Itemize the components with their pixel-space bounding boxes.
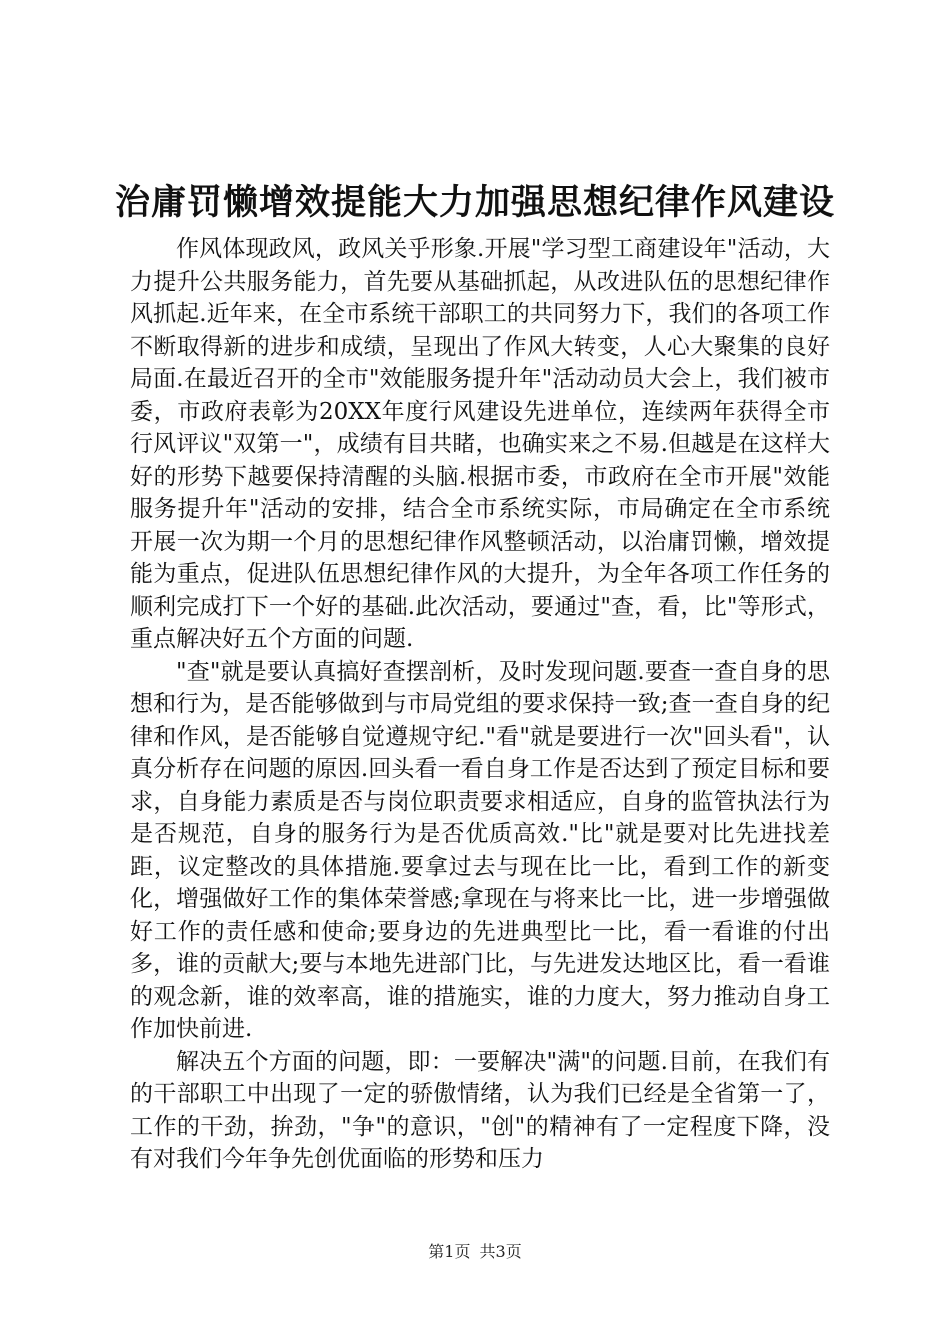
document-title: 治庸罚懒增效提能大力加强思想纪律作风建设 <box>114 183 835 223</box>
paragraph-3: 解决五个方面的问题，即：一要解决"满"的问题.目前，在我们有的干部职工中出现了一定的骄傲情绪，认为我们已经是全省第一了，工作的干劲，拚劲，"争"的意识，"创"的精神有了一定程度下降，没有对我们今年争先创优面临的形势和压力 <box>130 1048 830 1172</box>
page-number: 第1页 <box>428 1242 471 1261</box>
page-footer <box>0 1241 950 1263</box>
paragraph-1: 作风体现政风，政风关乎形象.开展"学习型工商建设年"活动，大力提升公共服务能力，首先要从基础抓起，从改进队伍的思想纪律作风抓起.近年来，在全市系统干部职工的共同努力下，我们的各项工作不断取得新的进步和成绩，呈现出了作风大转变，人心大聚集的良好局面.在最近召开的全市"效能服务提升年"活动动员大会上，我们被市委，市政府表彰为20XX年度行风建设先进单位，连续两年获得全市行风评议"双第一"，成绩有目共睹，也确实来之不易.但越是在这样大好的形势下越要保持清醒的头脑.根据市委，市政府在全市开展"效能服务提升年"活动的安排，结合全市系统实际，市局确定在全市系统开展一次为期一个月的思想纪律作风整顿活动，以治庸罚懒，增效提能为重点，促进队伍思想纪律作风的大提升，为全年各项工作任务的顺利完成打下一个好的基础.此次活动，要通过"查，看，比"等形式，重点解决好五个方面的问题. <box>130 236 830 652</box>
document-body <box>130 233 830 1176</box>
page-total: 共3页 <box>479 1242 522 1261</box>
paragraph-2: "查"就是要认真搞好查摆剖析，及时发现问题.要查一查自身的思想和行为，是否能够做到与市局党组的要求保持一致;查一查自身的纪律和作风，是否能够自觉遵规守纪."看"就是要进行一次"回头看"，认真分析存在问题的原因.回头看一看自身工作是否达到了预定目标和要求，自身能力素质是否与岗位职责要求相适应，自身的监管执法行为是否规范，自身的服务行为是否优质高效."比"就是要对比先进找差距，议定整改的具体措施.要拿过去与现在比一比，看到工作的新变化，增强做好工作的集体荣誉感;拿现在与将来比一比，进一步增强做好工作的责任感和使命;要身边的先进典型比一比，看一看谁的付出多，谁的贡献大;要与本地先进部门比，与先进发达地区比，看一看谁的观念新，谁的效率高，谁的措施实，谁的力度大，努力推动自身工作加快前进. <box>130 658 830 1042</box>
